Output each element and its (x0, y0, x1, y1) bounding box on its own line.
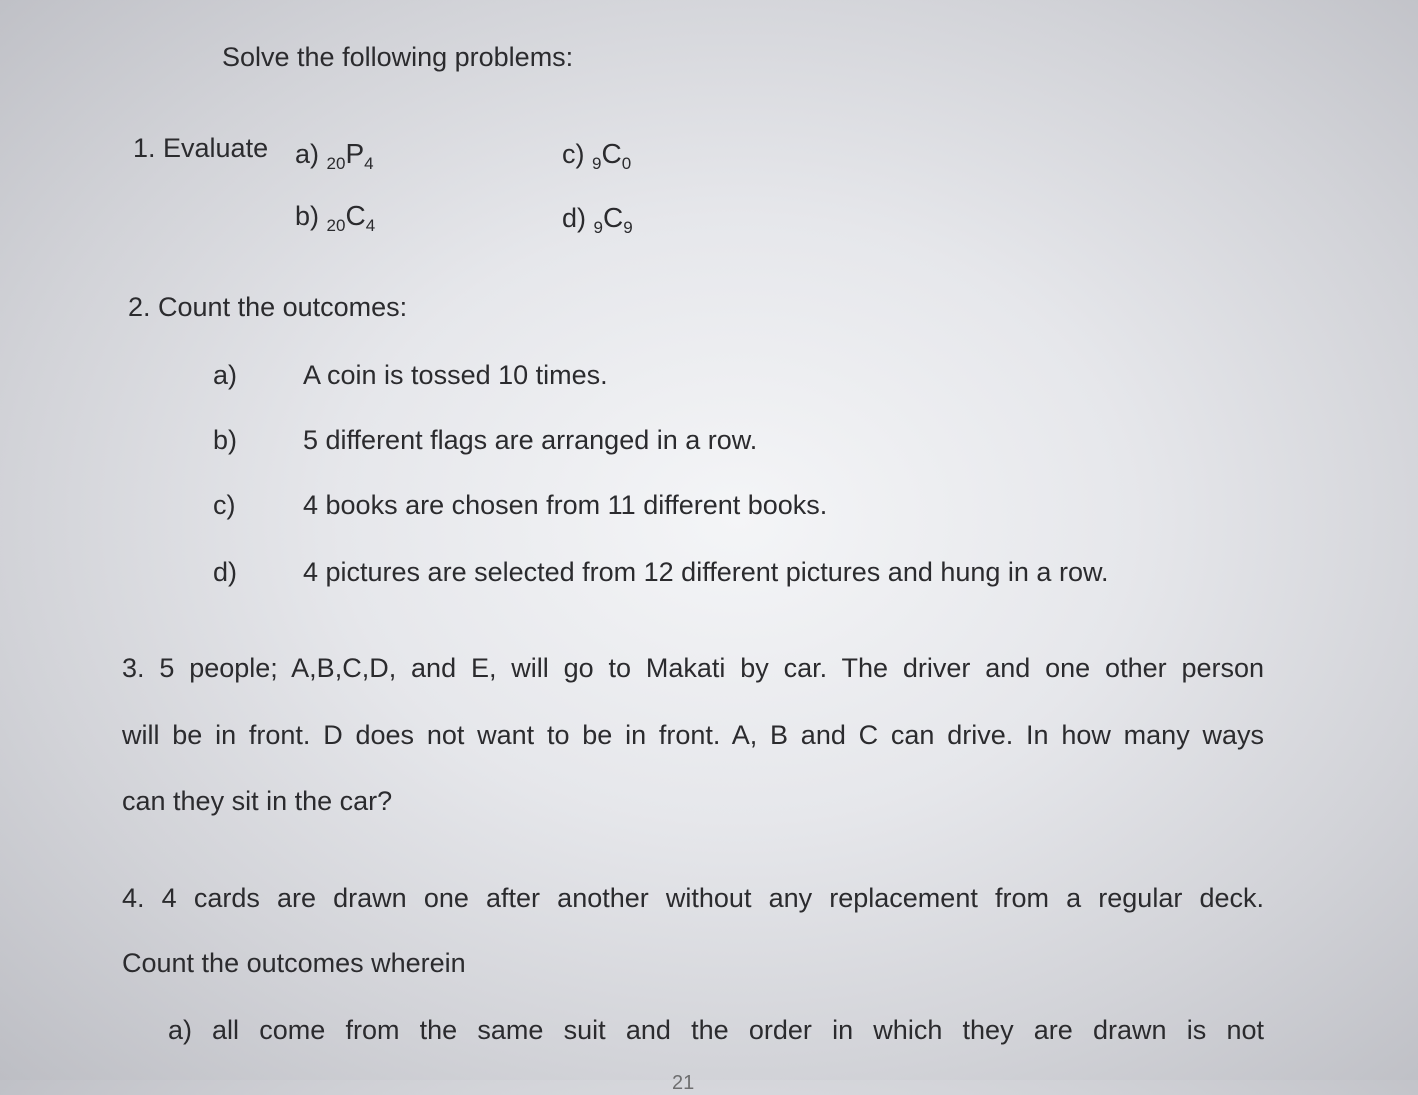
q1-a-operator: P (345, 138, 365, 169)
q1-item-c (562, 138, 632, 173)
q1-d-letter: d) (562, 203, 587, 233)
q1-c-operator: C (601, 138, 622, 169)
q2-a-letter: a) (213, 360, 238, 390)
q2-b-text: 5 different flags are arranged in a row. (303, 425, 758, 455)
q1-b-letter: b) (295, 201, 320, 231)
q1-item-a (295, 138, 374, 173)
q2-d-letter: d) (213, 557, 238, 587)
q1-d-pre-subscript: 9 (593, 218, 603, 237)
q1-c-letter: c) (562, 139, 585, 169)
q4-a-text: all come from the same suit and the order in which they are drawn is not (212, 1015, 1264, 1045)
q3-line-3: can they sit in the car? (122, 786, 393, 816)
q1-item-b (295, 200, 376, 235)
q2-c-text: 4 books are chosen from 11 different books. (303, 490, 828, 520)
q1-label: 1. Evaluate (133, 133, 269, 163)
q1-d-operator: C (603, 202, 624, 233)
q1-a-letter: a) (295, 139, 320, 169)
q1-b-pre-subscript: 20 (326, 216, 346, 235)
q1-b-post-subscript: 4 (365, 216, 376, 235)
q4-line-1: 4. 4 cards are drawn one after another without any replacement from a regular deck. (122, 883, 1264, 913)
worksheet-heading: Solve the following problems: (222, 42, 574, 72)
q2-label: 2. Count the outcomes: (128, 292, 408, 322)
q1-c-post-subscript: 0 (621, 154, 632, 173)
q2-d-text: 4 pictures are selected from 12 different pictures and hung in a row. (303, 557, 1109, 587)
q1-a-pre-subscript: 20 (326, 154, 346, 173)
q2-c-letter: c) (213, 490, 236, 520)
q3-line-1: 3. 5 people; A,B,C,D, and E, will go to Makati by car. The driver and one other person (122, 653, 1264, 683)
q2-a-text: A coin is tossed 10 times. (303, 360, 608, 390)
q1-b-operator: C (345, 200, 366, 231)
q2-b-letter: b) (213, 425, 238, 455)
page-number: 21 (672, 1072, 695, 1094)
q1-item-d (562, 202, 633, 237)
q4-a-letter: a) (168, 1015, 193, 1045)
q1-d-post-subscript: 9 (623, 218, 633, 237)
q3-line-2: will be in front. D does not want to be in front. A, B and C can drive. In how many ways (122, 720, 1264, 750)
q1-a-post-subscript: 4 (364, 154, 374, 173)
q1-c-pre-subscript: 9 (592, 154, 602, 173)
q4-line-2: Count the outcomes wherein (122, 948, 466, 978)
